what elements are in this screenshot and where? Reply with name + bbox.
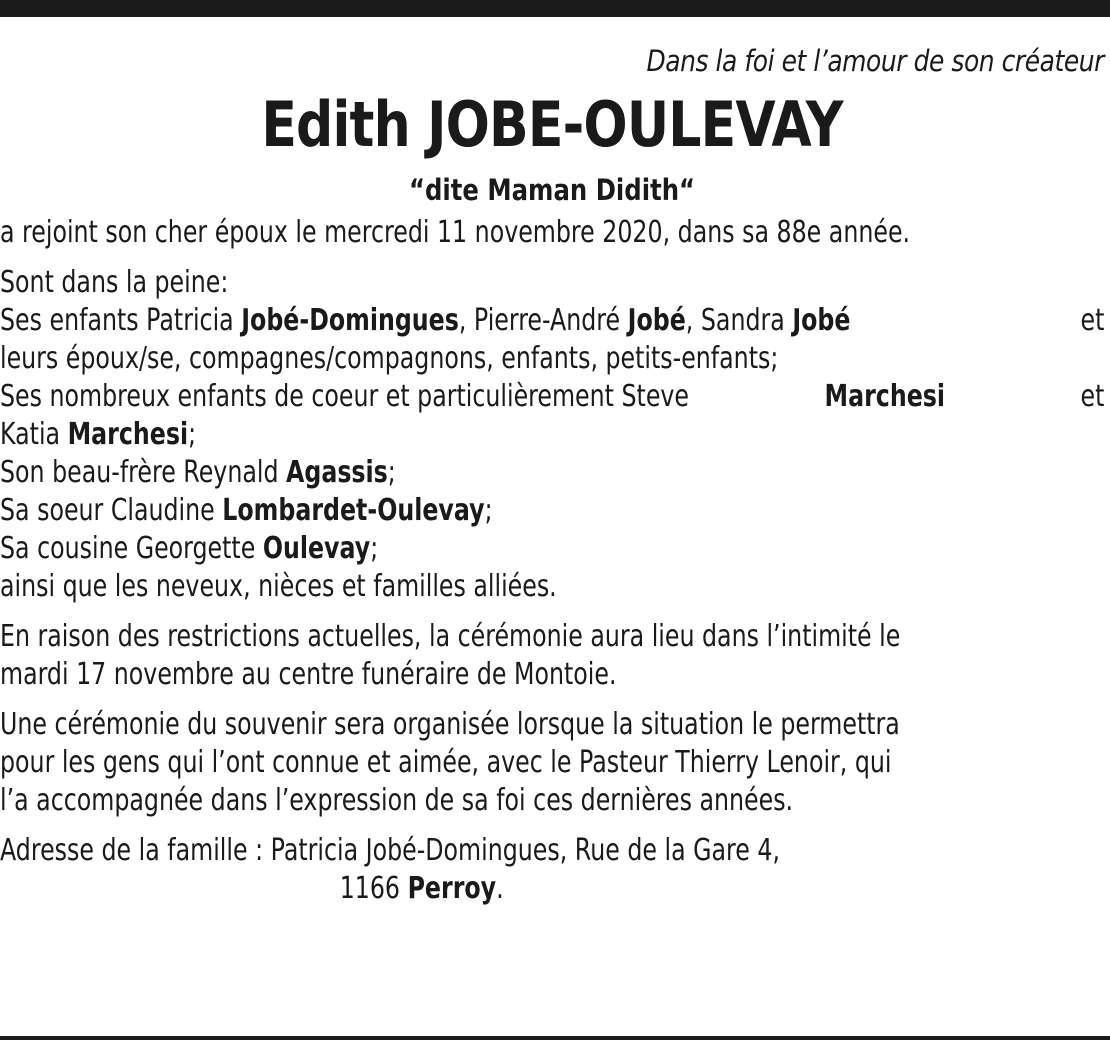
nickname: “dite Maman Didith“ bbox=[408, 173, 696, 207]
memorial-section bbox=[0, 706, 1104, 820]
ceremony-line-1: En raison des restrictions actuelles, la cérémonie aura lieu dans l’intimité le bbox=[0, 619, 901, 654]
heart-name: Marchesi bbox=[824, 379, 946, 414]
mourners-heart-line bbox=[0, 378, 1104, 416]
announcement: a rejoint son cher époux le mercredi 11 novembre 2020, dans sa 88e année. bbox=[0, 215, 911, 250]
memorial-line-2: pour les gens qui l’ont connue et aimée, avec le Pasteur Thierry Lenoir, qui bbox=[0, 745, 892, 780]
mourners-brother: Son beau-frère Reynald Agassis; bbox=[0, 455, 396, 490]
ceremony-section bbox=[0, 618, 1104, 694]
children-prefix: Ses enfants Patricia Jobé-Domingues, Pierre-André Jobé, Sandra Jobé bbox=[0, 303, 851, 338]
family-address bbox=[0, 832, 1104, 908]
top-rule bbox=[0, 0, 1110, 17]
heart-suffix: et bbox=[1080, 379, 1105, 414]
children-suffix: et bbox=[1080, 303, 1105, 338]
ceremony-line-2: mardi 17 novembre au centre funéraire de Montoie. bbox=[0, 657, 617, 692]
mourners-children-line2: leurs époux/se, compagnes/compagnons, enfants, petits-enfants; bbox=[0, 341, 779, 376]
mourners-sister: Sa soeur Claudine Lombardet-Oulevay; bbox=[0, 493, 493, 528]
mourners-section bbox=[0, 264, 1104, 606]
bottom-rule bbox=[0, 1036, 1110, 1040]
mourners-heart-line2: Katia Marchesi; bbox=[0, 417, 197, 452]
obituary-notice bbox=[0, 38, 1104, 908]
mourners-closing: ainsi que les neveux, nièces et familles alliées. bbox=[0, 569, 557, 604]
memorial-line-3: l’a accompagnée dans l’expression de sa foi ces dernières années. bbox=[0, 783, 794, 818]
notice-body bbox=[0, 214, 1104, 908]
tagline: Dans la foi et l’amour de son créateur bbox=[646, 44, 1104, 78]
mourners-intro: Sont dans la peine: bbox=[0, 265, 229, 300]
memorial-line-1: Une cérémonie du souvenir sera organisée lorsque la situation le permettra bbox=[0, 707, 900, 742]
deceased-name: Edith JOBE-OULEVAY bbox=[261, 88, 843, 161]
heart-prefix: Ses nombreux enfants de coeur et particulièrement Steve bbox=[0, 379, 690, 414]
address-line-2: 1166 Perroy. bbox=[339, 871, 504, 906]
mourners-cousin: Sa cousine Georgette Oulevay; bbox=[0, 531, 379, 566]
mourners-children-line bbox=[0, 302, 1104, 340]
address-line-1: Adresse de la famille : Patricia Jobé-Domingues, Rue de la Gare 4, bbox=[0, 833, 780, 868]
